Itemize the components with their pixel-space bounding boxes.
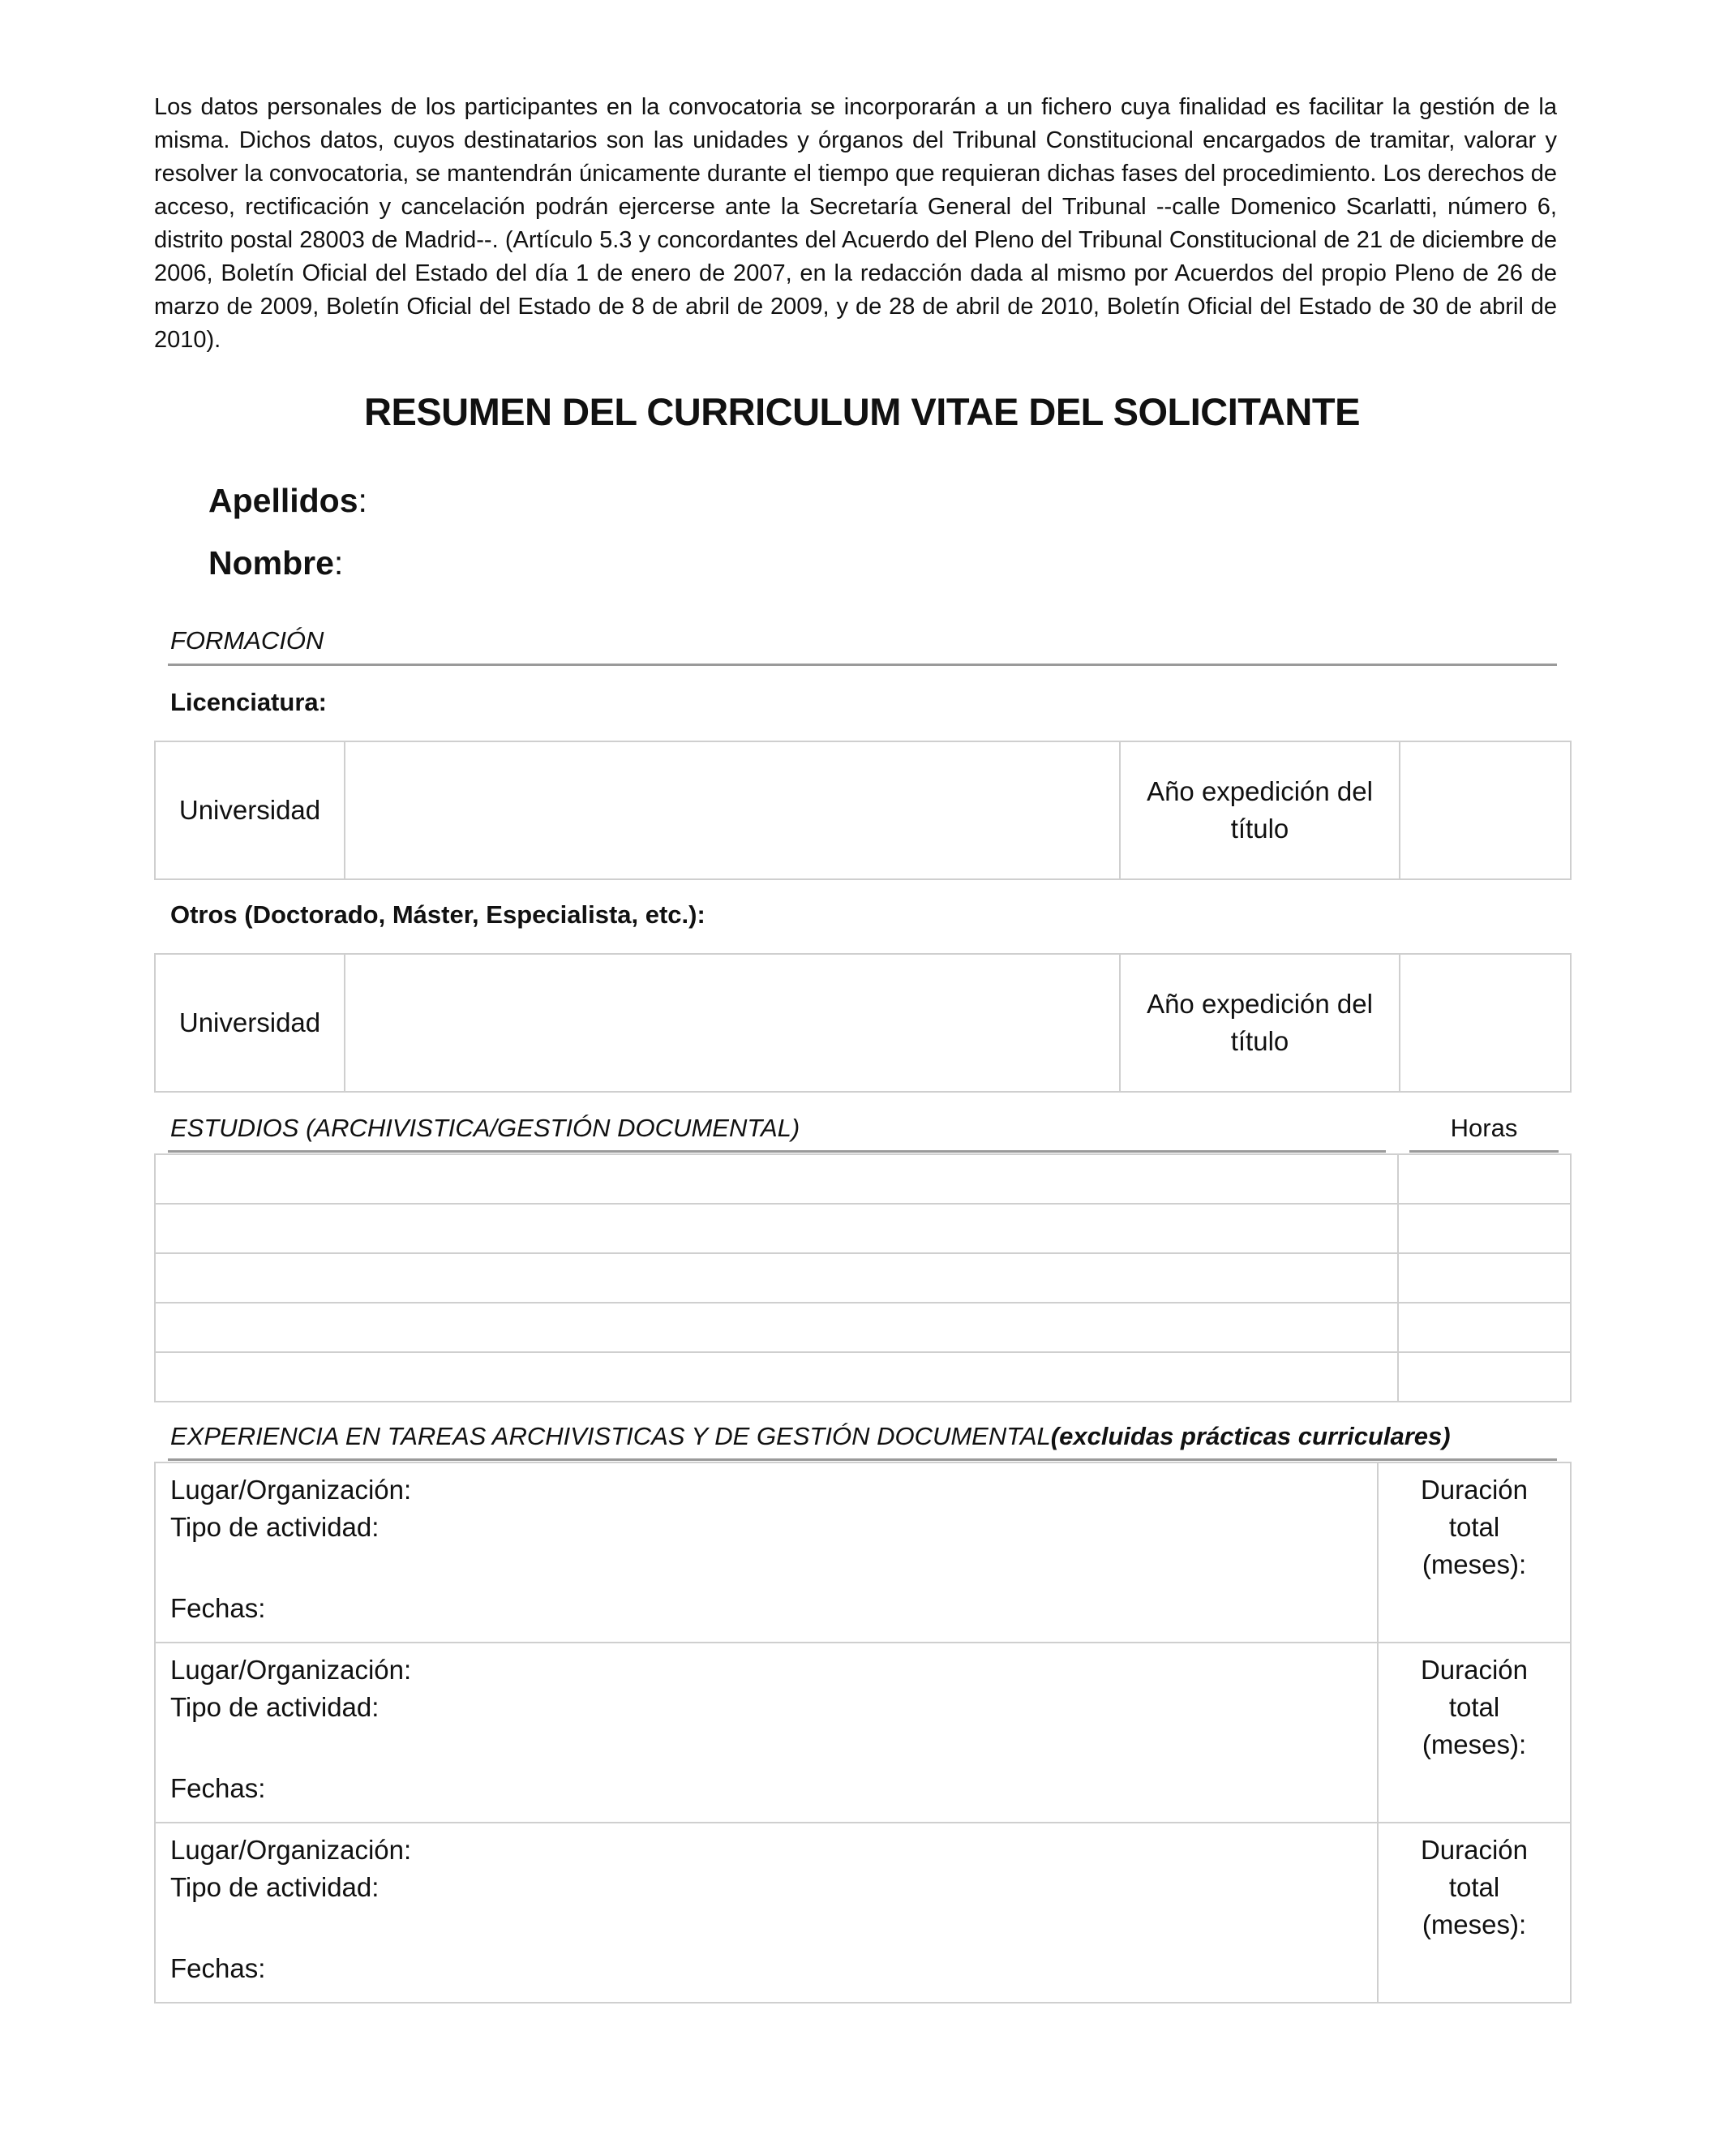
- estudios-table: [154, 1153, 1572, 1402]
- estudios-row-input[interactable]: [155, 1253, 1398, 1303]
- estudios-row-input[interactable]: [155, 1352, 1398, 1402]
- apellidos-field: [208, 482, 367, 520]
- lugar-label: Lugar/Organización:: [170, 1835, 412, 1865]
- horas-row-input[interactable]: [1398, 1303, 1571, 1352]
- formacion-heading: FORMACIÓN: [170, 626, 324, 655]
- apellidos-colon: :: [358, 482, 367, 519]
- duracion-label: Duración total (meses):: [1420, 1655, 1529, 1759]
- licenciatura-anio-label: Año expedición del título: [1120, 741, 1400, 879]
- tipo-label: Tipo de actividad:: [170, 1692, 380, 1722]
- licenciatura-table: [154, 741, 1572, 880]
- otros-universidad-label: Universidad: [155, 954, 345, 1092]
- estudios-row-input[interactable]: [155, 1154, 1398, 1204]
- nombre-label: Nombre: [208, 544, 334, 582]
- otros-anio-input[interactable]: [1400, 954, 1571, 1092]
- horas-row-input[interactable]: [1398, 1352, 1571, 1402]
- privacy-notice: Los datos personales de los participantes en la convocatoria se incorporarán a un fichero cuya finalidad es facilitar la gestión de la misma. Dichos datos, cuyos destinatarios son las unidades y órganos del Tribunal Constitucional encargados de tramitar, valorar y resolver la convocatoria, se mantendrán únicamente durante el tiempo que requieran dichas fases del procedimiento. Los derechos de acceso, rectificación y cancelación podrán ejercerse ante la Secretaría General del Tribunal --calle Domenico Scarlatti, número 6, distrito postal 28003 de Madrid--. (Artículo 5.3 y concordantes del Acuerdo del Pleno del Tribunal Constitucional de 21 de diciembre de 2006, Boletín Oficial del Estado del día 1 de enero de 2007, en la redacción dada al mismo por Acuerdos del propio Pleno de 26 de marzo de 2009, Boletín Oficial del Estado de 8 de abril de 2009, y de 28 de abril de 2010, Boletín Oficial del Estado de 30 de abril de 2010).: [154, 94, 1557, 353]
- page-title: RESUMEN DEL CURRICULUM VITAE DEL SOLICITANTE: [364, 390, 1360, 433]
- experiencia-heading: [170, 1422, 1451, 1451]
- nombre-colon: :: [333, 544, 344, 582]
- duracion-label: Duración total (meses):: [1420, 1475, 1529, 1579]
- experiencia-detail-cell[interactable]: [155, 1643, 1378, 1823]
- horas-rule: [1409, 1150, 1559, 1153]
- experiencia-row: [155, 1462, 1571, 1643]
- apellidos-label: Apellidos: [208, 482, 358, 519]
- estudios-rule: [168, 1150, 1386, 1153]
- duracion-cell[interactable]: [1378, 1462, 1571, 1643]
- tipo-label: Tipo de actividad:: [170, 1512, 380, 1542]
- experiencia-heading-note: (excluidas prácticas curriculares): [1050, 1422, 1451, 1450]
- licenciatura-universidad-label: Universidad: [155, 741, 345, 879]
- otros-anio-label: Año expedición del título: [1120, 954, 1400, 1092]
- formacion-rule: [168, 664, 1557, 666]
- estudios-row-input[interactable]: [155, 1204, 1398, 1253]
- otros-universidad-input[interactable]: [345, 954, 1120, 1092]
- fechas-label: Fechas:: [170, 1773, 266, 1803]
- estudios-heading: ESTUDIOS (ARCHIVISTICA/GESTIÓN DOCUMENTAL): [170, 1114, 800, 1142]
- estudios-row-input[interactable]: [155, 1303, 1398, 1352]
- horas-row-input[interactable]: [1398, 1154, 1571, 1204]
- fechas-label: Fechas:: [170, 1953, 266, 1983]
- horas-row-input[interactable]: [1398, 1253, 1571, 1303]
- lugar-label: Lugar/Organización:: [170, 1655, 412, 1685]
- duracion-cell[interactable]: [1378, 1823, 1571, 2003]
- fechas-label: Fechas:: [170, 1593, 266, 1623]
- licenciatura-anio-input[interactable]: [1400, 741, 1571, 879]
- licenciatura-universidad-input[interactable]: [345, 741, 1120, 879]
- horas-label: Horas: [1450, 1114, 1518, 1142]
- experiencia-detail-cell[interactable]: [155, 1462, 1378, 1643]
- duracion-label: Duración total (meses):: [1420, 1835, 1529, 1939]
- horas-row-input[interactable]: [1398, 1204, 1571, 1253]
- nombre-field: [208, 544, 343, 582]
- experiencia-detail-cell[interactable]: [155, 1823, 1378, 2003]
- experiencia-row: [155, 1643, 1571, 1823]
- tipo-label: Tipo de actividad:: [170, 1872, 380, 1902]
- experiencia-row: [155, 1823, 1571, 2003]
- lugar-label: Lugar/Organización:: [170, 1475, 412, 1505]
- licenciatura-label: Licenciatura:: [170, 688, 327, 716]
- experiencia-rule: [168, 1458, 1557, 1461]
- experiencia-table: [154, 1462, 1572, 2004]
- experiencia-heading-text: EXPERIENCIA EN TAREAS ARCHIVISTICAS Y DE GESTIÓN DOCUMENTAL: [170, 1422, 1051, 1450]
- duracion-cell[interactable]: [1378, 1643, 1571, 1823]
- otros-label: Otros (Doctorado, Máster, Especialista, etc.):: [170, 900, 705, 929]
- otros-table: [154, 953, 1572, 1093]
